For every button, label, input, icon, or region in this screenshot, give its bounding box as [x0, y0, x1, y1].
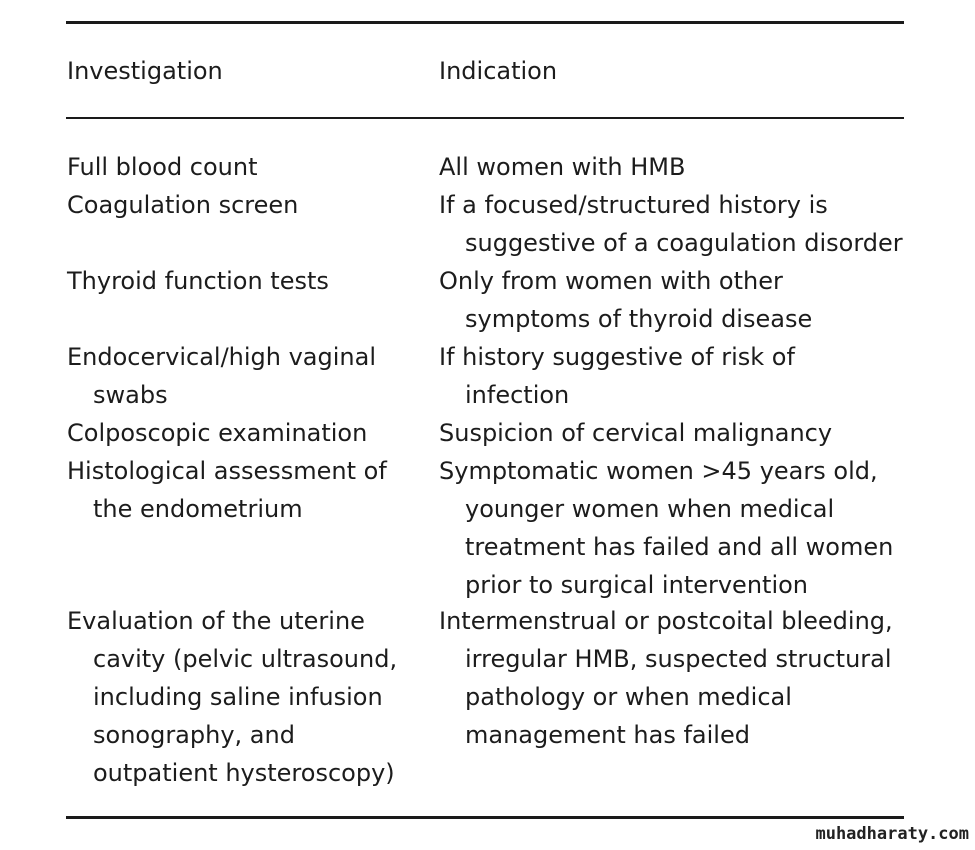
cell-line: Symptomatic women >45 years old,	[439, 457, 878, 485]
table-top-rule	[66, 21, 904, 24]
cell-line: Only from women with other	[439, 267, 783, 295]
cell-line: Intermenstrual or postcoital bleeding,	[439, 607, 893, 635]
cell-line: suggestive of a coagulation disorder	[465, 229, 903, 257]
cell-line: symptoms of thyroid disease	[465, 305, 813, 333]
cell-line: cavity (pelvic ultrasound,	[93, 645, 398, 673]
table-row-investigation	[67, 262, 329, 300]
table-row-investigation	[67, 186, 298, 224]
cell-line: Endocervical/high vaginal	[67, 343, 376, 371]
watermark: muhadharaty.com	[815, 824, 969, 844]
header-rule	[66, 117, 904, 119]
cell-line: the endometrium	[93, 495, 303, 523]
cell-line: prior to surgical intervention	[465, 571, 809, 599]
cell-line: infection	[465, 381, 570, 409]
cell-line: Colposcopic examination	[67, 419, 368, 447]
table-row-investigation	[67, 452, 387, 528]
table-row-indication	[439, 338, 795, 414]
cell-line: Suspicion of cervical malignancy	[439, 419, 833, 447]
table-row-indication	[439, 414, 832, 452]
table-row-investigation	[67, 338, 376, 414]
cell-line: Thyroid function tests	[67, 267, 329, 295]
cell-line: pathology or when medical	[465, 683, 792, 711]
table-row-indication	[439, 148, 685, 186]
header-indication: Indication	[439, 57, 558, 85]
header-investigation: Investigation	[67, 57, 223, 85]
cell-line: irregular HMB, suspected structural	[465, 645, 892, 673]
cell-line: Full blood count	[67, 153, 258, 181]
table-row-investigation	[67, 414, 367, 452]
cell-line: If history suggestive of risk of	[439, 343, 795, 371]
cell-line: Evaluation of the uterine	[67, 607, 365, 635]
table-row-indication	[439, 262, 812, 338]
cell-line: treatment has failed and all women	[465, 533, 894, 561]
table-row-indication	[439, 602, 893, 754]
cell-line: including saline infusion	[93, 683, 383, 711]
cell-line: All women with HMB	[439, 153, 686, 181]
cell-line: If a focused/structured history is	[439, 191, 828, 219]
table-bottom-rule	[66, 816, 904, 819]
table-row-investigation	[67, 602, 397, 792]
cell-line: younger women when medical	[465, 495, 835, 523]
cell-line: Histological assessment of	[67, 457, 387, 485]
cell-line: outpatient hysteroscopy)	[93, 759, 395, 787]
cell-line: management has failed	[465, 721, 750, 749]
cell-line: sonography, and	[93, 721, 295, 749]
cell-line: swabs	[93, 381, 168, 409]
table-row-indication	[439, 452, 893, 604]
table-row-indication	[439, 186, 903, 262]
cell-line: Coagulation screen	[67, 191, 299, 219]
table-row-investigation	[67, 148, 258, 186]
